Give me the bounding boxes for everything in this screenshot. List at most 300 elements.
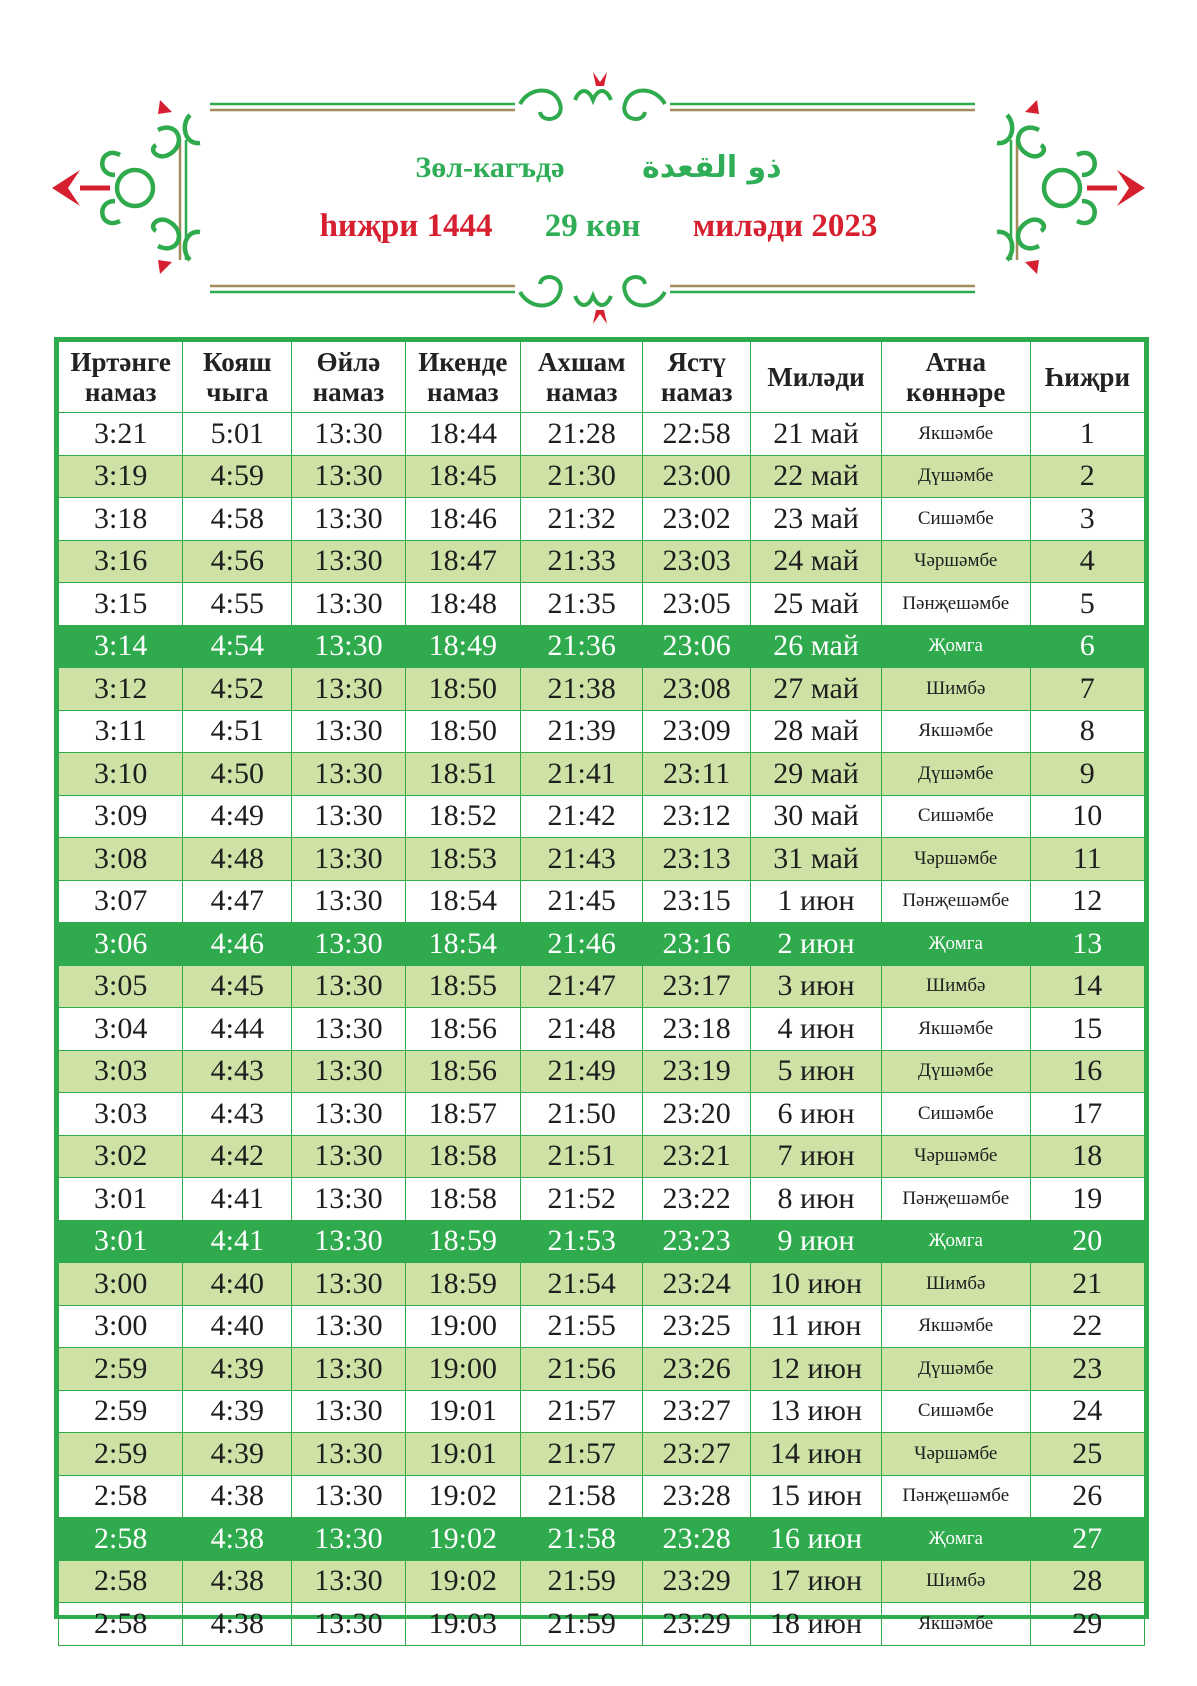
cell-hijri-day: 19 — [1030, 1178, 1144, 1221]
cell-fajr: 3:00 — [59, 1305, 183, 1348]
bottom-ornament-icon — [520, 277, 665, 305]
cell-isha: 23:25 — [643, 1305, 751, 1348]
cell-asr: 18:53 — [405, 838, 521, 881]
cell-asr: 18:52 — [405, 795, 521, 838]
cell-maghrib: 21:59 — [521, 1603, 643, 1646]
cell-isha: 23:06 — [643, 625, 751, 668]
cell-asr: 18:49 — [405, 625, 521, 668]
cell-weekday: Пәнҗешәмбе — [881, 583, 1030, 626]
cell-sunrise: 4:44 — [183, 1008, 292, 1051]
cell-asr: 19:02 — [405, 1560, 521, 1603]
cell-weekday: Сишәмбе — [881, 795, 1030, 838]
cell-weekday: Җомга — [881, 923, 1030, 966]
cell-dhuhr: 13:30 — [292, 1390, 405, 1433]
cell-fajr: 2:58 — [59, 1603, 183, 1646]
cell-weekday: Якшәмбе — [881, 710, 1030, 753]
cell-maghrib: 21:32 — [521, 498, 643, 541]
column-header-text: намаз — [84, 377, 157, 407]
cell-maghrib: 21:35 — [521, 583, 643, 626]
column-header-dhuhr — [292, 342, 405, 413]
cell-fajr: 3:18 — [59, 498, 183, 541]
cell-weekday: Дүшәмбе — [881, 455, 1030, 498]
cell-isha: 23:00 — [643, 455, 751, 498]
cell-hijri-day: 11 — [1030, 838, 1144, 881]
table-row — [59, 838, 1145, 881]
cell-maghrib: 21:57 — [521, 1433, 643, 1476]
cell-asr: 18:45 — [405, 455, 521, 498]
cell-sunrise: 4:43 — [183, 1050, 292, 1093]
table-row — [59, 1305, 1145, 1348]
cell-fajr: 3:10 — [59, 753, 183, 796]
cell-dhuhr: 13:30 — [292, 668, 405, 711]
cell-gregorian-date: 11 июн — [751, 1305, 882, 1348]
cell-weekday: Сишәмбе — [881, 498, 1030, 541]
table-row — [59, 1008, 1145, 1051]
cell-isha: 23:02 — [643, 498, 751, 541]
cell-isha: 23:11 — [643, 753, 751, 796]
cell-gregorian-date: 13 июн — [751, 1390, 882, 1433]
cell-sunrise: 4:49 — [183, 795, 292, 838]
cell-isha: 23:09 — [643, 710, 751, 753]
cell-fajr: 3:03 — [59, 1050, 183, 1093]
cell-weekday: Пәнҗешәмбе — [881, 1475, 1030, 1518]
cell-sunrise: 4:56 — [183, 540, 292, 583]
cell-sunrise: 5:01 — [183, 413, 292, 456]
table-row — [59, 1348, 1145, 1391]
cell-weekday: Җомга — [881, 1220, 1030, 1263]
cell-fajr: 3:21 — [59, 413, 183, 456]
table-row — [59, 1050, 1145, 1093]
table-row — [59, 498, 1145, 541]
table-row — [59, 625, 1145, 668]
table-row — [59, 795, 1145, 838]
cell-gregorian-date: 21 май — [751, 413, 882, 456]
column-header-text: көннәре — [906, 377, 1006, 407]
cell-weekday: Якшәмбе — [881, 413, 1030, 456]
gregorian-year: миләди 2023 — [692, 208, 878, 244]
cell-fajr: 3:08 — [59, 838, 183, 881]
cell-fajr: 3:01 — [59, 1220, 183, 1263]
cell-hijri-day: 24 — [1030, 1390, 1144, 1433]
cell-maghrib: 21:36 — [521, 625, 643, 668]
cell-asr: 18:50 — [405, 668, 521, 711]
cell-isha: 23:28 — [643, 1518, 751, 1561]
cell-gregorian-date: 3 июн — [751, 965, 882, 1008]
column-header-hijri-day — [1030, 342, 1144, 413]
cell-dhuhr: 13:30 — [292, 753, 405, 796]
table-row — [59, 1433, 1145, 1476]
cell-sunrise: 4:46 — [183, 923, 292, 966]
cell-isha: 23:21 — [643, 1135, 751, 1178]
column-header-text: чыга — [206, 377, 269, 407]
cell-hijri-day: 18 — [1030, 1135, 1144, 1178]
cell-asr: 18:58 — [405, 1178, 521, 1221]
cell-dhuhr: 13:30 — [292, 1348, 405, 1391]
cell-gregorian-date: 8 июн — [751, 1178, 882, 1221]
cell-gregorian-date: 16 июн — [751, 1518, 882, 1561]
cell-sunrise: 4:52 — [183, 668, 292, 711]
column-header-text: Ястү — [667, 347, 726, 377]
cell-maghrib: 21:43 — [521, 838, 643, 881]
cell-isha: 23:22 — [643, 1178, 751, 1221]
cell-weekday: Якшәмбе — [881, 1305, 1030, 1348]
table-row — [59, 1603, 1145, 1646]
column-header-text: Ахшам — [537, 347, 626, 377]
table-row — [59, 1518, 1145, 1561]
cell-weekday: Чәршәмбе — [881, 1433, 1030, 1476]
table-row — [59, 965, 1145, 1008]
cell-sunrise: 4:54 — [183, 625, 292, 668]
cell-sunrise: 4:51 — [183, 710, 292, 753]
cell-hijri-day: 28 — [1030, 1560, 1144, 1603]
cell-hijri-day: 10 — [1030, 795, 1144, 838]
table-row — [59, 668, 1145, 711]
cell-maghrib: 21:55 — [521, 1305, 643, 1348]
cell-maghrib: 21:58 — [521, 1518, 643, 1561]
cell-hijri-day: 6 — [1030, 625, 1144, 668]
cell-maghrib: 21:39 — [521, 710, 643, 753]
cell-weekday: Шимбә — [881, 1263, 1030, 1306]
cell-sunrise: 4:45 — [183, 965, 292, 1008]
table-row — [59, 753, 1145, 796]
cell-fajr: 3:19 — [59, 455, 183, 498]
cell-sunrise: 4:38 — [183, 1518, 292, 1561]
cell-isha: 23:26 — [643, 1348, 751, 1391]
cell-maghrib: 21:51 — [521, 1135, 643, 1178]
cell-asr: 18:57 — [405, 1093, 521, 1136]
cell-hijri-day: 1 — [1030, 413, 1144, 456]
cell-hijri-day: 2 — [1030, 455, 1144, 498]
cell-asr: 18:59 — [405, 1263, 521, 1306]
cell-maghrib: 21:57 — [521, 1390, 643, 1433]
column-header-weekday — [881, 342, 1030, 413]
table-row — [59, 1135, 1145, 1178]
cell-fajr: 2:59 — [59, 1433, 183, 1476]
cell-weekday: Якшәмбе — [881, 1603, 1030, 1646]
cell-maghrib: 21:53 — [521, 1220, 643, 1263]
left-ornament-icon — [52, 100, 200, 274]
cell-isha: 23:13 — [643, 838, 751, 881]
cell-gregorian-date: 29 май — [751, 753, 882, 796]
column-header-sunrise — [183, 342, 292, 413]
cell-weekday: Якшәмбе — [881, 1008, 1030, 1051]
cell-maghrib: 21:28 — [521, 413, 643, 456]
cell-sunrise: 4:38 — [183, 1475, 292, 1518]
cell-dhuhr: 13:30 — [292, 455, 405, 498]
cell-gregorian-date: 23 май — [751, 498, 882, 541]
cell-sunrise: 4:38 — [183, 1603, 292, 1646]
column-header-asr — [405, 342, 521, 413]
cell-gregorian-date: 27 май — [751, 668, 882, 711]
cell-weekday: Чәршәмбе — [881, 540, 1030, 583]
cell-dhuhr: 13:30 — [292, 413, 405, 456]
table-row — [59, 880, 1145, 923]
table-header-row — [59, 342, 1145, 413]
cell-dhuhr: 13:30 — [292, 1220, 405, 1263]
cell-isha: 23:05 — [643, 583, 751, 626]
cell-isha: 23:27 — [643, 1390, 751, 1433]
cell-sunrise: 4:39 — [183, 1433, 292, 1476]
cell-asr: 18:58 — [405, 1135, 521, 1178]
cell-weekday: Чәршәмбе — [881, 1135, 1030, 1178]
cell-gregorian-date: 22 май — [751, 455, 882, 498]
cell-sunrise: 4:41 — [183, 1220, 292, 1263]
cell-hijri-day: 9 — [1030, 753, 1144, 796]
cell-sunrise: 4:42 — [183, 1135, 292, 1178]
cell-hijri-day: 25 — [1030, 1433, 1144, 1476]
cell-gregorian-date: 28 май — [751, 710, 882, 753]
cell-sunrise: 4:38 — [183, 1560, 292, 1603]
cell-dhuhr: 13:30 — [292, 1008, 405, 1051]
column-header-maghrib — [521, 342, 643, 413]
cell-isha: 23:29 — [643, 1603, 751, 1646]
cell-asr: 18:44 — [405, 413, 521, 456]
cell-dhuhr: 13:30 — [292, 1560, 405, 1603]
column-header-text: Иртәнге — [70, 347, 171, 377]
year-info — [40, 208, 1157, 245]
cell-gregorian-date: 15 июн — [751, 1475, 882, 1518]
cell-asr: 19:03 — [405, 1603, 521, 1646]
cell-asr: 18:59 — [405, 1220, 521, 1263]
cell-asr: 18:51 — [405, 753, 521, 796]
cell-hijri-day: 17 — [1030, 1093, 1144, 1136]
top-ornament-icon — [520, 91, 665, 119]
table-row — [59, 1178, 1145, 1221]
cell-fajr: 2:58 — [59, 1518, 183, 1561]
cell-asr: 18:46 — [405, 498, 521, 541]
table-row — [59, 1220, 1145, 1263]
cell-maghrib: 21:33 — [521, 540, 643, 583]
cell-hijri-day: 22 — [1030, 1305, 1144, 1348]
cell-asr: 18:55 — [405, 965, 521, 1008]
cell-maghrib: 21:41 — [521, 753, 643, 796]
ornamental-frame — [40, 70, 1157, 330]
cell-gregorian-date: 1 июн — [751, 880, 882, 923]
cell-dhuhr: 13:30 — [292, 1135, 405, 1178]
cell-gregorian-date: 10 июн — [751, 1263, 882, 1306]
column-header-text: Өйлә — [316, 347, 381, 377]
cell-sunrise: 4:39 — [183, 1348, 292, 1391]
table-row — [59, 413, 1145, 456]
cell-maghrib: 21:38 — [521, 668, 643, 711]
cell-maghrib: 21:54 — [521, 1263, 643, 1306]
cell-gregorian-date: 14 июн — [751, 1433, 882, 1476]
cell-maghrib: 21:48 — [521, 1008, 643, 1051]
cell-gregorian-date: 25 май — [751, 583, 882, 626]
cell-weekday: Сишәмбе — [881, 1093, 1030, 1136]
cell-fajr: 3:12 — [59, 668, 183, 711]
cell-fajr: 3:00 — [59, 1263, 183, 1306]
column-header-text: намаз — [660, 377, 733, 407]
cell-sunrise: 4:40 — [183, 1305, 292, 1348]
column-header-isha — [643, 342, 751, 413]
cell-gregorian-date: 31 май — [751, 838, 882, 881]
cell-sunrise: 4:43 — [183, 1093, 292, 1136]
cell-hijri-day: 4 — [1030, 540, 1144, 583]
cell-asr: 18:47 — [405, 540, 521, 583]
cell-isha: 23:15 — [643, 880, 751, 923]
cell-asr: 18:54 — [405, 923, 521, 966]
cell-fajr: 2:58 — [59, 1560, 183, 1603]
cell-gregorian-date: 6 июн — [751, 1093, 882, 1136]
cell-dhuhr: 13:30 — [292, 1475, 405, 1518]
cell-maghrib: 21:42 — [521, 795, 643, 838]
cell-dhuhr: 13:30 — [292, 838, 405, 881]
cell-hijri-day: 8 — [1030, 710, 1144, 753]
cell-asr: 19:02 — [405, 1475, 521, 1518]
column-header-text: намаз — [427, 377, 499, 407]
cell-maghrib: 21:56 — [521, 1348, 643, 1391]
cell-fajr: 3:04 — [59, 1008, 183, 1051]
cell-dhuhr: 13:30 — [292, 1178, 405, 1221]
cell-weekday: Шимбә — [881, 965, 1030, 1008]
cell-fajr: 3:07 — [59, 880, 183, 923]
cell-isha: 23:17 — [643, 965, 751, 1008]
cell-asr: 19:00 — [405, 1348, 521, 1391]
cell-maghrib: 21:59 — [521, 1560, 643, 1603]
cell-gregorian-date: 30 май — [751, 795, 882, 838]
month-name-tatar: Зөл-кагъдә — [415, 151, 565, 184]
cell-hijri-day: 15 — [1030, 1008, 1144, 1051]
cell-asr: 18:54 — [405, 880, 521, 923]
cell-sunrise: 4:58 — [183, 498, 292, 541]
cell-fajr: 3:11 — [59, 710, 183, 753]
cell-hijri-day: 12 — [1030, 880, 1144, 923]
cell-asr: 19:02 — [405, 1518, 521, 1561]
table-row — [59, 1390, 1145, 1433]
cell-isha: 23:19 — [643, 1050, 751, 1093]
cell-gregorian-date: 17 июн — [751, 1560, 882, 1603]
cell-maghrib: 21:49 — [521, 1050, 643, 1093]
cell-maghrib: 21:47 — [521, 965, 643, 1008]
table-row — [59, 540, 1145, 583]
cell-fajr: 3:14 — [59, 625, 183, 668]
cell-weekday: Пәнҗешәмбе — [881, 880, 1030, 923]
month-days: 29 көн — [544, 208, 641, 244]
cell-sunrise: 4:55 — [183, 583, 292, 626]
cell-dhuhr: 13:30 — [292, 923, 405, 966]
cell-isha: 23:24 — [643, 1263, 751, 1306]
calendar-header — [40, 70, 1157, 330]
cell-fajr: 2:58 — [59, 1475, 183, 1518]
cell-weekday: Чәршәмбе — [881, 838, 1030, 881]
table-row — [59, 1263, 1145, 1306]
cell-hijri-day: 27 — [1030, 1518, 1144, 1561]
table-row — [59, 583, 1145, 626]
cell-dhuhr: 13:30 — [292, 540, 405, 583]
column-header-fajr — [59, 342, 183, 413]
cell-hijri-day: 3 — [1030, 498, 1144, 541]
cell-hijri-day: 23 — [1030, 1348, 1144, 1391]
table-row — [59, 1093, 1145, 1136]
cell-isha: 23:08 — [643, 668, 751, 711]
cell-isha: 22:58 — [643, 413, 751, 456]
cell-isha: 23:23 — [643, 1220, 751, 1263]
cell-dhuhr: 13:30 — [292, 1603, 405, 1646]
cell-sunrise: 4:50 — [183, 753, 292, 796]
cell-gregorian-date: 24 май — [751, 540, 882, 583]
cell-asr: 18:56 — [405, 1050, 521, 1093]
cell-sunrise: 4:48 — [183, 838, 292, 881]
cell-asr: 18:48 — [405, 583, 521, 626]
cell-sunrise: 4:40 — [183, 1263, 292, 1306]
cell-dhuhr: 13:30 — [292, 1263, 405, 1306]
cell-hijri-day: 26 — [1030, 1475, 1144, 1518]
cell-isha: 23:16 — [643, 923, 751, 966]
cell-weekday: Сишәмбе — [881, 1390, 1030, 1433]
cell-fajr: 3:15 — [59, 583, 183, 626]
prayer-times-table — [54, 337, 1149, 1640]
cell-hijri-day: 20 — [1030, 1220, 1144, 1263]
cell-maghrib: 21:30 — [521, 455, 643, 498]
cell-isha: 23:20 — [643, 1093, 751, 1136]
column-header-text: Миләди — [767, 362, 865, 392]
cell-sunrise: 4:39 — [183, 1390, 292, 1433]
cell-gregorian-date: 9 июн — [751, 1220, 882, 1263]
cell-maghrib: 21:50 — [521, 1093, 643, 1136]
cell-dhuhr: 13:30 — [292, 498, 405, 541]
table-row — [59, 455, 1145, 498]
cell-weekday: Пәнҗешәмбе — [881, 1178, 1030, 1221]
cell-asr: 19:00 — [405, 1305, 521, 1348]
cell-sunrise: 4:47 — [183, 880, 292, 923]
column-header-text: Икенде — [418, 347, 508, 377]
cell-weekday: Дүшәмбе — [881, 1050, 1030, 1093]
cell-sunrise: 4:41 — [183, 1178, 292, 1221]
cell-asr: 18:56 — [405, 1008, 521, 1051]
table-row — [59, 1560, 1145, 1603]
cell-isha: 23:29 — [643, 1560, 751, 1603]
cell-weekday: Җомга — [881, 1518, 1030, 1561]
cell-hijri-day: 13 — [1030, 923, 1144, 966]
cell-dhuhr: 13:30 — [292, 965, 405, 1008]
cell-maghrib: 21:46 — [521, 923, 643, 966]
column-header-text: Кояш — [202, 347, 272, 377]
cell-asr: 18:50 — [405, 710, 521, 753]
cell-weekday: Шимбә — [881, 668, 1030, 711]
cell-fajr: 3:05 — [59, 965, 183, 1008]
table-row — [59, 710, 1145, 753]
cell-gregorian-date: 18 июн — [751, 1603, 882, 1646]
cell-dhuhr: 13:30 — [292, 710, 405, 753]
month-title — [40, 150, 1157, 185]
cell-dhuhr: 13:30 — [292, 625, 405, 668]
cell-asr: 19:01 — [405, 1390, 521, 1433]
cell-fajr: 2:59 — [59, 1348, 183, 1391]
table-row — [59, 1475, 1145, 1518]
cell-weekday: Дүшәмбе — [881, 1348, 1030, 1391]
cell-weekday: Җомга — [881, 625, 1030, 668]
cell-sunrise: 4:59 — [183, 455, 292, 498]
cell-dhuhr: 13:30 — [292, 1518, 405, 1561]
cell-isha: 23:03 — [643, 540, 751, 583]
column-header-text: намаз — [312, 377, 385, 407]
cell-hijri-day: 21 — [1030, 1263, 1144, 1306]
cell-fajr: 3:02 — [59, 1135, 183, 1178]
cell-hijri-day: 16 — [1030, 1050, 1144, 1093]
cell-fajr: 3:16 — [59, 540, 183, 583]
cell-isha: 23:28 — [643, 1475, 751, 1518]
cell-gregorian-date: 12 июн — [751, 1348, 882, 1391]
cell-fajr: 3:09 — [59, 795, 183, 838]
cell-dhuhr: 13:30 — [292, 795, 405, 838]
cell-weekday: Шимбә — [881, 1560, 1030, 1603]
cell-fajr: 3:06 — [59, 923, 183, 966]
cell-fajr: 3:01 — [59, 1178, 183, 1221]
cell-maghrib: 21:52 — [521, 1178, 643, 1221]
cell-gregorian-date: 7 июн — [751, 1135, 882, 1178]
month-name-arabic: ذو القعدة — [641, 150, 782, 185]
